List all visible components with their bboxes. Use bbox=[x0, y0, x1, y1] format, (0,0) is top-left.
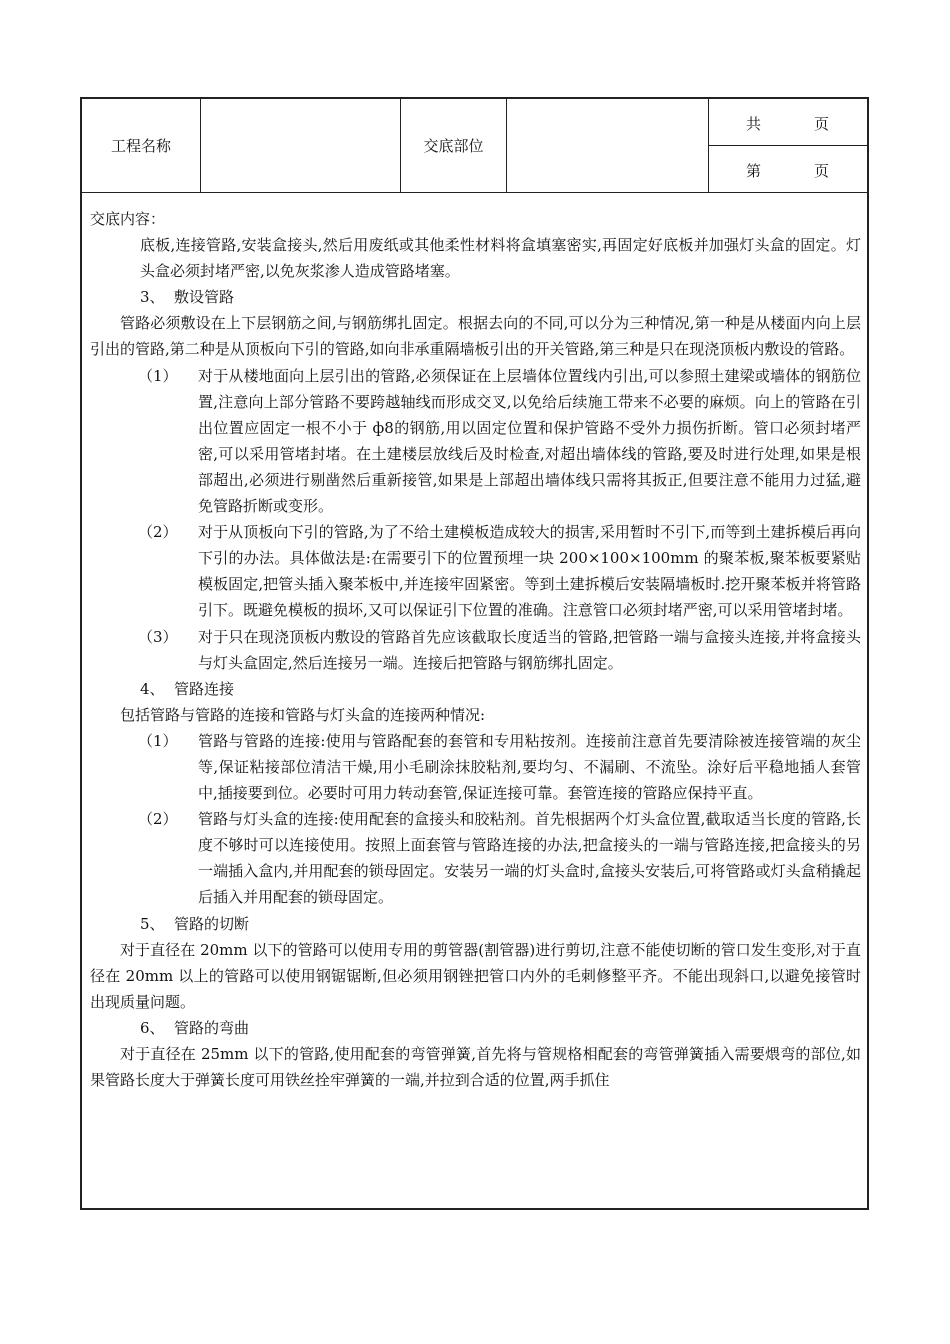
section-title: 管路的弯曲 bbox=[174, 1018, 250, 1037]
content-body bbox=[90, 206, 861, 1093]
item-text: 对于只在现浇顶板内敷设的管路首先应该截取长度适当的管路,把管路一端与盒接头连接,并将盒接头与灯头盒固定,然后连接另一端。连接后把管路与钢筋绑扎固定。 bbox=[198, 627, 861, 672]
item-text: 对于从顶板向下引的管路,为了不给土建模板造成较大的损害,采用暂时不引下,而等到土建拆模后再向下引的办法。具体做法是:在需要引下的位置预埋一块 200×100×100mm 的聚苯板,聚苯板要紧贴模板固定,把管头插入聚苯板中,并连接牢固紧密。等到土建拆模后安装隔墙板时.挖开聚苯板并将管路引下。既避免模板的损坏,又可以保证引下位置的准确。注意管口必须封堵严密,可以采用管堵封堵。 bbox=[198, 523, 861, 620]
page-number-label: 第 bbox=[746, 162, 762, 180]
item-text: 对于从楼地面向上层引出的管路,必须保证在上层墙体位置线内引出,可以参照土建梁或墙体的钢筋位置,注意向上部分管路不要跨越轴线而形成交叉,以免给后续施工带来不必要的麻烦。向上的管路在引出位置应固定一根不小于 ф8的钢筋,用以固定位置和保护管路不受外力损伤折断。管口必须封堵严密,可以采用管堵封堵。在土建楼层放线后及时检查,对超出墙体线的管路,要及时进行处理,如果是根部超出,必须进行剔凿然后重新接管,如果是上部超出墙体线只需将其扳正,但要注意不能用力过猛,避免管路折断或变形。 bbox=[198, 366, 861, 516]
item-text: 管路与管路的连接:使用与管路配套的套管和专用粘按剂。连接前注意首先要清除被连接管端的灰尘等,保证粘接部位清洁干燥,用小毛刷涂抹胶粘剂,要均匀、不漏刷、不流坠。涂好后平稳地插人套管中,插接要到位。必要时可用力转动套管,保证连接可靠。套管连接的管路应保持平直。 bbox=[198, 731, 861, 803]
location-value bbox=[507, 99, 708, 192]
disclosure-form bbox=[80, 97, 869, 1210]
location-label: 交底部位 bbox=[423, 137, 484, 155]
form-header bbox=[82, 99, 867, 193]
item-number: （2） bbox=[138, 523, 178, 542]
content-label: 交底内容： bbox=[90, 210, 166, 228]
project-name-label: 工程名称 bbox=[110, 137, 171, 155]
section-heading bbox=[90, 1015, 861, 1041]
total-pages-unit: 页 bbox=[814, 115, 830, 133]
list-item bbox=[90, 728, 861, 806]
intro-paragraph: 底板,连接管路,安装盒接头,然后用废纸或其他柔性材料将盒填塞密实,再固定好底板并加强灯头盒的固定。灯头盒必须封堵严密,以免灰浆渗人造成管路堵塞。 bbox=[140, 236, 861, 281]
list-item bbox=[90, 363, 861, 520]
section-paragraph: 对于直径在 20mm 以下的管路可以使用专用的剪管器(割管器)进行剪切,注意不能使切断的管口发生变形,对于直径在 20mm 以上的管路可以使用钢锯锯断,但必须用钢锉把管口内外的毛刺修整平齐。不能出现斜口,以避免接管时出现质量问题。 bbox=[90, 940, 861, 1011]
section-title: 管路连接 bbox=[174, 679, 235, 698]
section-paragraph: 对于直径在 25mm 以下的管路,使用配套的弯管弹簧,首先将与管规格相配套的弯管弹簧插入需要煨弯的部位,如果管路长度大于弹簧长度可用铁丝拴牢弹簧的一端,并拉到合适的位置,两手抓住 bbox=[90, 1045, 861, 1090]
section-title: 敷设管路 bbox=[174, 288, 235, 307]
project-name-value bbox=[201, 99, 400, 192]
item-number: （2） bbox=[138, 810, 178, 829]
page-number-unit: 页 bbox=[814, 162, 830, 180]
section-paragraph: 包括管路与管路的连接和管路与灯头盒的连接两种情况: bbox=[120, 705, 486, 724]
section-title: 管路的切断 bbox=[174, 914, 250, 933]
list-item bbox=[90, 624, 861, 676]
section-number: 5、 bbox=[140, 914, 165, 933]
section-heading bbox=[90, 284, 861, 310]
section-heading bbox=[90, 911, 861, 937]
item-text: 管路与灯头盒的连接:使用配套的盒接头和胶粘剂。首先根据两个灯头盒位置,截取适当长度的管路,长度不够时可以连接使用。按照上面套管与管路连接的办法,把盒接头的一端与管路连接,把盒接头的另一端插入盒内,并用配套的锁母固定。安装另一端的灯头盒时,盒接头安装后,可将管路或灯头盒稍撬起后插入并用配套的锁母固定。 bbox=[198, 810, 861, 907]
section-number: 4、 bbox=[140, 679, 165, 698]
section-number: 6、 bbox=[140, 1018, 165, 1037]
section-number: 3、 bbox=[140, 288, 165, 307]
section-paragraph: 管路必须敷设在上下层钢筋之间,与钢筋绑扎固定。根据去向的不同,可以分为三种情况,第一种是从楼面内向上层引出的管路,第二种是从顶板向下引的管路,如向非承重隔墙板引出的开关管路,第三种是只在现浇顶板内敷设的管路。 bbox=[90, 314, 861, 359]
section-heading bbox=[90, 676, 861, 702]
list-item bbox=[90, 806, 861, 910]
list-item bbox=[90, 519, 861, 623]
item-number: （3） bbox=[138, 627, 178, 646]
page-number bbox=[708, 146, 867, 192]
total-pages-label: 共 bbox=[746, 115, 762, 133]
total-pages bbox=[708, 99, 867, 145]
item-number: （1） bbox=[138, 366, 178, 385]
item-number: （1） bbox=[138, 731, 178, 750]
